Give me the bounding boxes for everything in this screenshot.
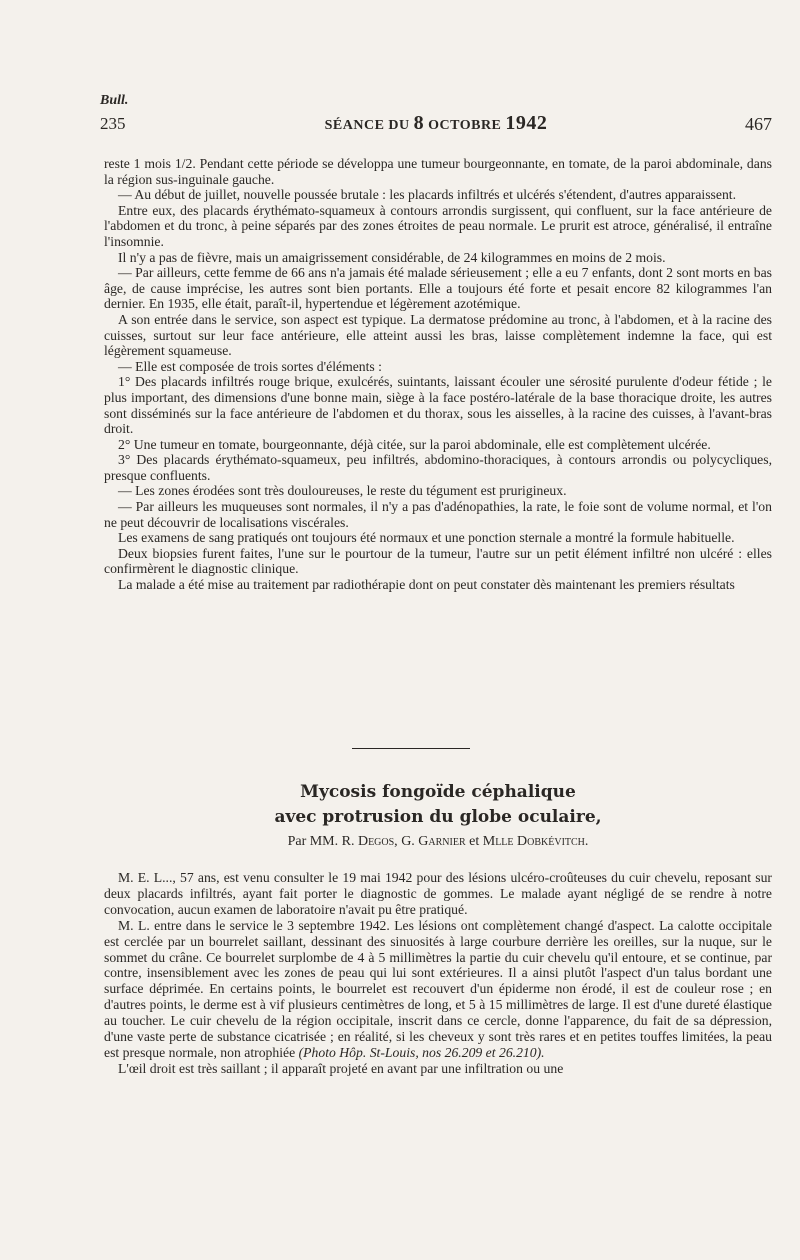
- paragraph: — Par ailleurs les muqueuses sont normales, il n'y a pas d'adénopathies, la rate, le foie sont de volume normal, et l'on ne peut découvrir de localisations viscérales.: [104, 499, 772, 530]
- title-line-1: Mycosis fongoïde céphalique: [300, 782, 576, 802]
- running-head: [100, 112, 772, 138]
- article-authors: [104, 834, 772, 850]
- paragraph: M. E. L..., 57 ans, est venu consulter le 19 mai 1942 pour des lésions ulcéro-croûteuses du cuir chevelu, reposant sur deux placards infiltrés, ayant fait porter le diagnostic de gommes. Le malade ayant négligé de se rendre à notre convocation, aucun examen de laboratoire n'avait pu être pratiqué.: [104, 870, 772, 917]
- journal-abbrev: Bull.: [100, 93, 129, 108]
- section-divider: [352, 748, 470, 749]
- paragraph: — Par ailleurs, cette femme de 66 ans n'a jamais été malade sérieusement ; elle a eu 7 enfants, dont 2 sont morts en bas âge, de cause imprécise, les autres sont bien portants. Elle a toujours été forte et pesait encore 82 kilogrammes l'an dernier. En 1935, elle était, paraît-il, hypertendue et légèrement azotémique.: [104, 265, 772, 312]
- seance-month: OCTOBRE: [428, 118, 502, 133]
- paragraph: — Au début de juillet, nouvelle poussée brutale : les placards infiltrés et ulcérés s'étendent, d'autres apparaissent.: [118, 187, 737, 203]
- seance-heading: [100, 112, 772, 135]
- paragraph: Deux biopsies furent faites, l'une sur le pourtour de la tumeur, l'autre sur un petit élément infiltré non ulcéré : elles confirmèrent le diagnostic clinique.: [104, 545, 772, 577]
- paragraph: L'œil droit est très saillant ; il apparaît projeté en avant par une infiltration ou une: [118, 1060, 564, 1076]
- paragraph: Entre eux, des placards érythémato-squameux à contours arrondis surgissent, qui confluent, sur la face antérieure de l'abdomen et du tronc, à peine séparés par des zones étroites de peau normale. Le prurit est atroce, généralisé, il entraîne l'insomnie.: [104, 202, 772, 249]
- photo-reference: (Photo Hôp. St-Louis, nos 26.209 et 26.210).: [298, 1044, 545, 1060]
- left-page-number: 235: [100, 114, 126, 133]
- case-report-continuation: [104, 156, 772, 593]
- right-page-number: 467: [745, 114, 772, 134]
- paragraph: A son entrée dans le service, son aspect est typique. La dermatose prédomine au tronc, à l'abdomen, et à la racine des cuisses, surtout sur leur face antérieure, elle atteint aussi les bras, laisse complètement indemne la face, qui est légèrement squameuse.: [104, 311, 772, 359]
- paragraph: La malade a été mise au traitement par radiothérapie dont on peut constater dès maintenant les premiers résultats: [118, 577, 735, 593]
- author-degos: R. Degos,: [341, 834, 398, 849]
- paragraph: — Les zones érodées sont très douloureuses, le reste du tégument est prurigineux.: [118, 483, 567, 499]
- authors-and: et: [469, 834, 480, 849]
- seance-label: SÉANCE DU: [324, 118, 410, 133]
- seance-day: 8: [413, 112, 425, 134]
- seance-year: 1942: [505, 112, 548, 134]
- authors-prefix: Par MM.: [287, 834, 339, 849]
- author-dobkevitch: Mlle Dobkévitch.: [482, 834, 589, 849]
- paragraph: 1° Des placards infiltrés rouge brique, exulcérés, suintants, laissant écouler une sérosité purulente d'odeur fétide ; le plus important, des dimensions d'une bonne main, siège à la face postéro-latérale de la base thoracique droite, les autres sont disséminés sur la face antérieure de l'abdomen et du thorax, sous les aisselles, à la racine des cuisses, à l'avant-bras droit.: [104, 374, 772, 437]
- paragraph: reste 1 mois 1/2. Pendant cette période se développa une tumeur bourgeonnante, en tomate, de la paroi abdominale, dans la région sus-inguinale gauche.: [104, 156, 772, 187]
- paragraph: [104, 918, 772, 1061]
- paragraph: — Elle est composée de trois sortes d'éléments :: [118, 358, 382, 374]
- paragraph: 3° Des placards érythémato-squameux, peu infiltrés, abdomino-thoraciques, à contours arrondis ou polycycliques, presque confluents.: [104, 452, 772, 483]
- case-report-body: [104, 870, 772, 1077]
- paragraph-text: M. L. entre dans le service le 3 septembre 1942. Les lésions ont complètement changé d'aspect. La calotte occipitale est cerclée par un bourrelet saillant, dessinant des sinuosités à large courbure derrière les oreilles, sur la nuque, sur le sommet du crâne. Ce bourrelet surplombe de 4 à 5 millimètres la partie du cuir chevelu qu'il entoure, et se continue, par contre, insensiblement avec les zones de peau qui lui sont extérieures. Il a ainsi plutôt l'aspect d'un talus bordant une surface déprimée. En certains points, le bourrelet est recouvert d'un épiderme non érodé, il est de couleur rose ; en d'autres points, le derme est à vif plusieurs centimètres de long, et 5 à 15 millimètres de large. Il est d'une dureté élastique au toucher. Le cuir chevelu de la région occipitale, inscrit dans ce cercle, donne l'apparence, du fait de sa dépression, d'une vaste perte de substance cicatrisée ; en réalité, si les cheveux y sont très rares et en petites touffes limitées, la peau est presque normale, non atrophiée: [104, 917, 772, 1060]
- article-title: [104, 782, 772, 828]
- author-garnier: G. Garnier: [401, 834, 466, 849]
- paragraph: Il n'y a pas de fièvre, mais un amaigrissement considérable, de 24 kilogrammes en moins de 2 mois.: [118, 249, 666, 265]
- paragraph: 2° Une tumeur en tomate, bourgeonnante, déjà citée, sur la paroi abdominale, elle est complètement ulcérée.: [118, 436, 711, 452]
- title-line-2: avec protrusion du globe oculaire,: [274, 807, 602, 827]
- paragraph: Les examens de sang pratiqués ont toujours été normaux et une ponction sternale a montré la formule habituelle.: [118, 530, 735, 546]
